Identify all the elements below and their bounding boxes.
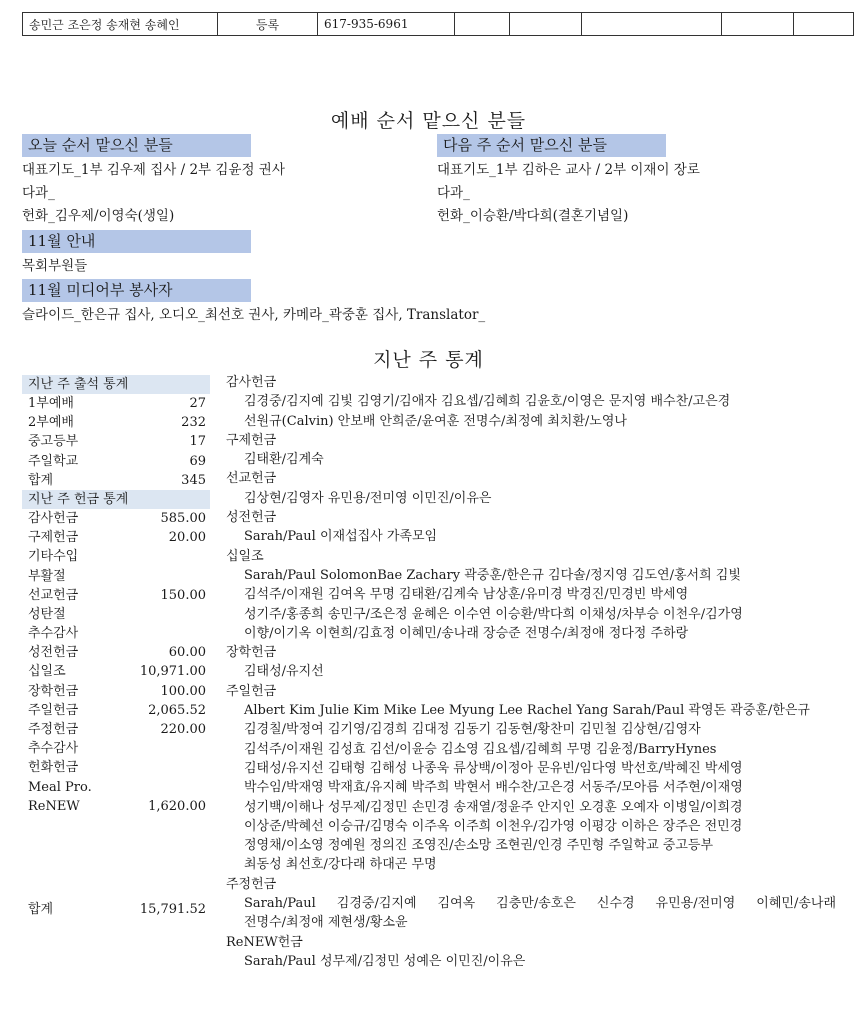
donor-names: 김석주/이재원 김여옥 무명 김태환/김계숙 남상훈/유미경 박경진/민경빈 박세영	[244, 587, 689, 603]
table-cell	[794, 13, 854, 36]
stat-row	[22, 394, 210, 413]
donor-list	[226, 373, 836, 971]
donor-names: Sarah/Paul 김경중/김지예 김여옥 김충만/송호은 신수경 유민용/전미영 이혜민/송나래	[244, 896, 836, 912]
stat-row	[22, 758, 210, 777]
donor-category: 십일조	[226, 548, 264, 564]
donor-names: 이향/이기옥 이현희/김효정 이혜민/송나래 장승준 전명수/최정애 정다정 주하랑	[244, 625, 689, 641]
stat-value: 100.00	[160, 683, 206, 699]
donor-names: 이상준/박혜선 이승규/김명숙 이주옥 이주희 이천우/김가영 이평강 이하은 장주은 전민경	[244, 818, 743, 834]
donor-category: 주정헌금	[226, 876, 277, 892]
donor-names: Sarah/Paul 성무제/김정민 성예은 이민진/이유은	[244, 953, 526, 969]
table-cell	[510, 13, 582, 36]
stat-name: 부활절	[28, 568, 66, 584]
offering-heading: 지난 주 헌금 통계	[22, 490, 210, 509]
table-cell	[582, 13, 722, 36]
stat-row	[22, 432, 210, 451]
stat-name: 합계	[28, 902, 54, 917]
stat-row	[22, 797, 210, 816]
stat-row	[22, 662, 210, 681]
stat-value: 345	[181, 472, 206, 488]
stat-row	[22, 900, 210, 919]
next-service-heading: 다음 주 순서 맡으신 분들	[437, 134, 666, 157]
stat-name: 2부예배	[28, 415, 74, 431]
stat-row	[22, 567, 210, 586]
stat-value: 1,620.00	[148, 798, 206, 814]
november-heading: 11월 안내	[22, 230, 251, 253]
stat-value: 150.00	[160, 587, 206, 603]
november-line: 목회부원들	[22, 258, 88, 274]
stat-row	[22, 605, 210, 624]
stat-value: 585.00	[160, 510, 206, 526]
stat-value: 15,791.52	[139, 902, 206, 917]
stat-row	[22, 547, 210, 566]
today-line: 대표기도_1부 김우제 집사 / 2부 김윤정 권사	[22, 162, 285, 178]
today-line: 헌화_김우제/이영숙(생일)	[22, 208, 175, 224]
donor-category: ReNEW헌금	[226, 934, 303, 950]
donor-names: 성기백/이해나 성무제/김정민 손민경 송재열/정윤주 안지인 오경훈 오예자 이병일/이희경	[244, 799, 743, 815]
donor-names: 김태성/유지선 김태형 김해성 나종욱 류상백/이정아 문유빈/임다영 박선호/박혜진 박세영	[244, 760, 743, 776]
stat-value: 17	[189, 434, 206, 450]
stat-name: 추수감사	[28, 626, 79, 642]
donor-names: 선원규(Calvin) 안보배 안희준/윤여훈 전명수/최정예 최치환/노영나	[244, 413, 627, 429]
service-section-title: 예배 순서 맡으신 분들	[330, 110, 527, 132]
stat-value: 232	[181, 415, 206, 431]
donor-category: 성전헌금	[226, 510, 277, 526]
stat-value: 20.00	[168, 530, 206, 546]
stat-name: 중고등부	[28, 434, 79, 450]
stat-value: 60.00	[168, 645, 206, 661]
stat-row	[22, 720, 210, 739]
stat-name: 성전헌금	[28, 645, 79, 661]
donor-names: Sarah/Paul 이재섭집사 가족모임	[244, 529, 438, 545]
next-line: 대표기도_1부 김하은 교사 / 2부 이재이 장로	[437, 162, 700, 178]
table-cell	[722, 13, 794, 36]
stat-name: 기타수입	[28, 549, 79, 565]
stat-name: 십일조	[28, 664, 66, 680]
donor-names: 박수임/박재영 박재효/유지혜 박주희 박현서 배수찬/고은경 서동주/모아름 서주현/이재영	[244, 780, 743, 796]
stat-name: 1부예배	[28, 396, 74, 411]
stat-row	[22, 643, 210, 662]
table-cell: 송민근 조은정 송재현 송혜인	[23, 13, 218, 36]
donor-category: 주일헌금	[226, 683, 277, 699]
stat-row	[22, 624, 210, 643]
table-cell: 등록	[218, 13, 318, 36]
stat-row	[22, 701, 210, 720]
donor-category: 구제헌금	[226, 432, 277, 448]
attendance-heading: 지난 주 출석 통계	[22, 375, 210, 394]
attendance-stats	[22, 375, 210, 816]
donor-category: 감사헌금	[226, 375, 277, 390]
donor-names: 전명수/최정애 제현생/황소윤	[244, 915, 408, 931]
today-service-heading: 오늘 순서 맡으신 분들	[22, 134, 251, 157]
stat-name: 헌화헌금	[28, 760, 79, 776]
stat-name: 주정헌금	[28, 722, 79, 737]
table-cell: 617-935-6961	[318, 13, 455, 36]
donor-names: 김태환/김계숙	[244, 452, 324, 468]
donor-names: 김석주/이재원 김성효 김선/이윤승 김소영 김요셉/김혜희 무명 김윤정/BarryHynes	[244, 741, 717, 757]
stat-row	[22, 739, 210, 758]
media-heading: 11월 미디어부 봉사자	[22, 279, 251, 302]
stat-row	[22, 778, 210, 797]
stat-row	[22, 471, 210, 490]
media-line: 슬라이드_한은규 집사, 오디오_최선호 권사, 카메라_곽중훈 집사, Translator_	[22, 307, 486, 323]
stat-name: 장학헌금	[28, 683, 79, 699]
stat-name: ReNEW	[28, 798, 80, 814]
stat-value: 2,065.52	[148, 702, 206, 718]
next-line: 다과_	[437, 185, 470, 201]
table-cell	[455, 13, 510, 36]
stat-row	[22, 413, 210, 432]
stat-name: 주일학교	[28, 453, 79, 469]
donor-names: 김경칠/박정여 김기영/김경희 김대정 김동기 김동현/황찬미 김민철 김상현/김영자	[244, 722, 701, 738]
donor-names: 김상현/김영자 유민용/전미영 이민진/이유은	[244, 490, 492, 506]
offering-total	[22, 900, 210, 919]
member-table	[22, 12, 854, 36]
stat-row	[22, 682, 210, 701]
stat-name: 추수감사	[28, 741, 79, 757]
stat-value: 27	[189, 396, 206, 411]
donor-category: 장학헌금	[226, 645, 277, 661]
donor-names: 김태성/유지선	[244, 664, 324, 680]
stat-name: 성탄절	[28, 606, 66, 622]
stat-row	[22, 509, 210, 528]
next-line: 헌화_이승환/박다희(결혼기념일)	[437, 208, 629, 224]
stat-row	[22, 528, 210, 547]
stat-name: 감사헌금	[28, 510, 79, 526]
stat-name: 구제헌금	[28, 530, 79, 546]
stat-value: 10,971.00	[139, 664, 206, 680]
donor-names: Albert Kim Julie Kim Mike Lee Myung Lee Rachel Yang Sarah/Paul 곽영돈 곽중훈/한은규	[244, 703, 810, 719]
stat-row	[22, 452, 210, 471]
donor-names: 김경중/김지예 김빛 김영기/김애자 김요셉/김혜희 김윤호/이영은 문지영 배수찬/고은경	[244, 394, 731, 410]
stats-section-title: 지난 주 통계	[373, 349, 484, 371]
stat-name: 주일헌금	[28, 702, 79, 718]
donor-category: 선교헌금	[226, 471, 277, 487]
donor-names: 최동성 최선호/강다래 하대곤 무명	[244, 857, 437, 873]
donor-names: 성기주/홍종희 송민구/조은정 윤혜은 이수연 이승환/박다희 이채성/차부승 이천우/김가영	[244, 606, 743, 622]
today-line: 다과_	[22, 185, 55, 201]
donor-names: 정영채/이소영 정예원 정의진 조영진/손소망 조현권/인경 주민형 주일학교 중고등부	[244, 838, 714, 854]
stat-name: Meal Pro.	[28, 779, 92, 795]
donor-names: Sarah/Paul SolomonBae Zachary 곽중훈/한은규 김다솔/정지영 김도연/홍서희 김빛	[244, 567, 741, 583]
stat-name: 합계	[28, 472, 54, 488]
table-row	[23, 13, 854, 36]
stat-name: 선교헌금	[28, 587, 79, 603]
stat-value: 69	[189, 453, 206, 469]
stat-row	[22, 586, 210, 605]
stat-value: 220.00	[160, 722, 206, 737]
